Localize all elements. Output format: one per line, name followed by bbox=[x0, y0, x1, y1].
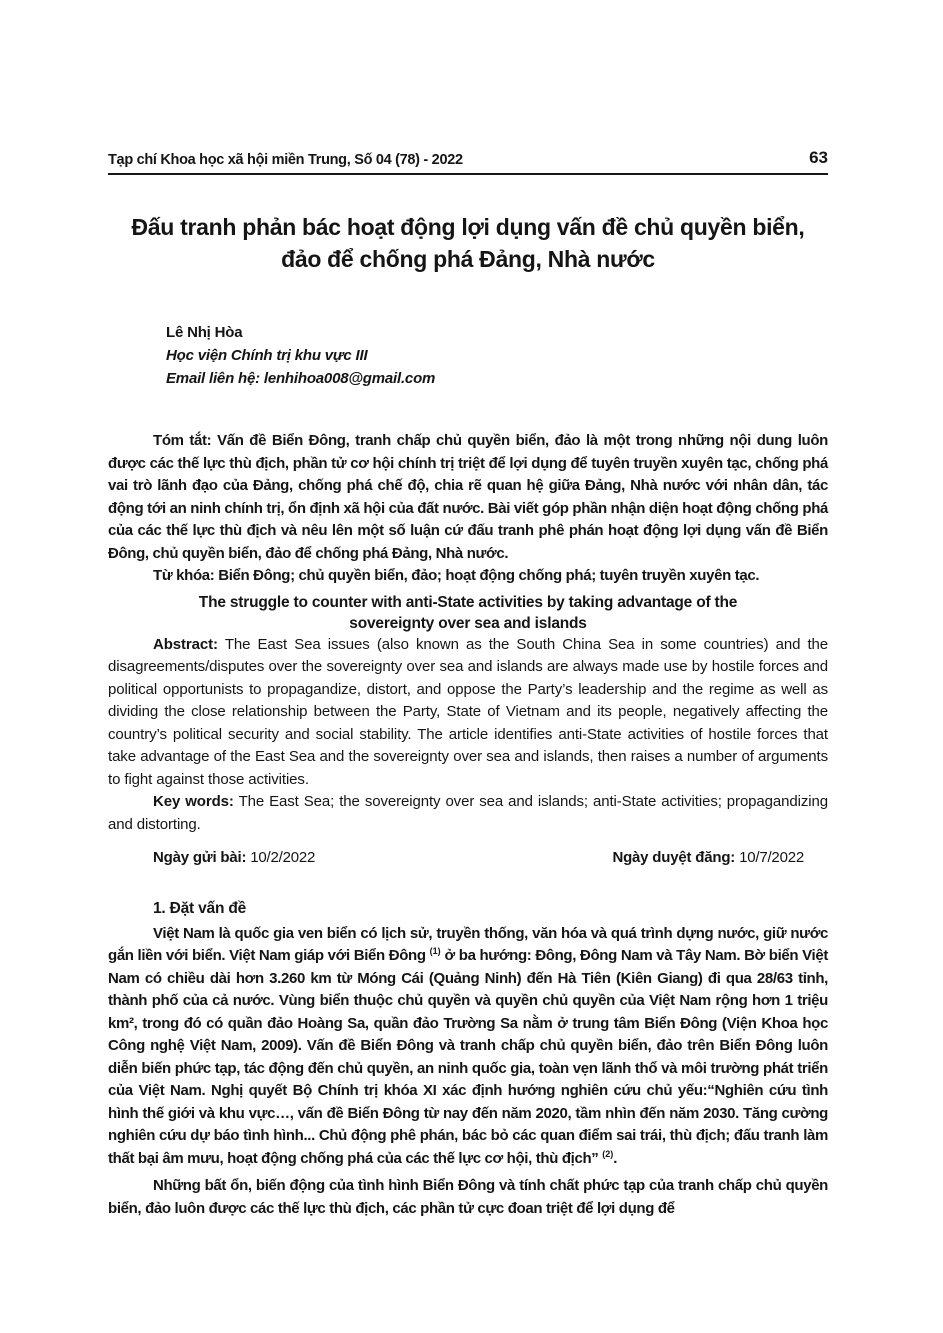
footnote-ref-1: (1) bbox=[429, 946, 441, 957]
article-title-vi: Đấu tranh phản bác hoạt động lợi dụng vấn đề chủ quyền biển, đảo để chống phá Đảng, Nhà nước bbox=[131, 214, 805, 273]
para1-seg3: . bbox=[613, 1149, 618, 1167]
abstract-en-text: The East Sea issues (also known as the South China Sea in some countries) and the disagreements/disputes over the sovereignty over sea and islands are always made use by hostile forces and political opportunists to propagandize, distort, and oppose the Party’s leadership and the regime as well as dividing the close relationship between the Party, State of Vietnam and its people, negatively affecting the country’s political security and social stability. The article identifies anti-State activities of hostile forces that take advantage of the East Sea and the sovereignty over sea and islands, then raises a number of arguments to fight against those activities. bbox=[108, 635, 829, 788]
date-submitted-value: 10/2/2022 bbox=[250, 849, 316, 867]
journal-name: Tạp chí Khoa học xã hội miền Trung, Số 04 (78) - 2022 bbox=[108, 152, 463, 168]
page-content bbox=[108, 0, 828, 1220]
author-email: Email liên hệ: lenhihoa008@gmail.com bbox=[166, 370, 436, 388]
author-block bbox=[166, 321, 828, 390]
keywords-vi bbox=[108, 565, 828, 588]
keywords-vi-label: Từ khóa: bbox=[153, 567, 215, 585]
abstract-vi-text: Vấn đề Biển Đông, tranh chấp chủ quyền biển, đảo là một trong những nội dung luôn được các thế lực thù địch, phần tử cơ hội chính trị triệt để lợi dụng để tuyên truyền xuyên tạc, chống phá vai trò lãnh đạo của Đảng, chống phá chế độ, chia rẽ quan hệ giữa Đảng, Nhà nước với nhân dân, tác động tới an ninh chính trị, ổn định xã hội của đất nước. Bài viết góp phần nhận diện hoạt động chống phá của các thế lực thù địch và nêu lên một số luận cứ đấu tranh phê phán hoạt động lợi dụng vấn đề Biển Đông, chủ quyền biển, đảo để chống phá Đảng, Nhà nước. bbox=[108, 432, 828, 562]
section-1-paragraph-2: Những bất ổn, biến động của tình hình Biển Đông và tính chất phức tạp của tranh chấp chủ quyền biển, đảo luôn được các thế lực thù địch, các phần tử cực đoan triệt để lợi dụng để bbox=[108, 1177, 828, 1217]
running-head bbox=[108, 148, 828, 175]
keywords-en-text: The East Sea; the sovereignty over sea and islands; anti-State activities; propagandizing and distorting. bbox=[108, 793, 828, 833]
date-accepted-label: Ngày duyệt đăng: bbox=[612, 849, 736, 867]
keywords-en bbox=[108, 791, 828, 836]
author-name: Lê Nhị Hòa bbox=[166, 324, 243, 342]
abstract-vi-label: Tóm tắt: bbox=[153, 432, 212, 450]
keywords-en-label: Key words: bbox=[153, 793, 234, 811]
section-1-heading: 1. Đặt vấn đề bbox=[153, 899, 247, 917]
section-1-paragraph-1 bbox=[108, 923, 828, 1171]
date-submitted bbox=[153, 847, 315, 870]
date-accepted bbox=[612, 847, 804, 870]
article-title-en: The struggle to counter with anti-State activities by taking advantage of the sovereignty over sea and islands bbox=[198, 593, 738, 632]
dates-row bbox=[108, 847, 828, 870]
page-number: 63 bbox=[809, 148, 828, 167]
date-submitted-label: Ngày gửi bài: bbox=[153, 849, 247, 867]
author-affiliation: Học viện Chính trị khu vực III bbox=[166, 347, 368, 365]
abstract-en-label: Abstract: bbox=[153, 635, 218, 653]
abstract-en bbox=[108, 634, 828, 792]
footnote-ref-2: (2) bbox=[602, 1148, 614, 1159]
para1-seg1: Việt Nam là quốc gia ven biển có lịch sử, truyền thống, văn hóa và quá trình dựng nước, giữ nước gắn liền với biển. Việt Nam giáp với Biển Đông bbox=[108, 924, 828, 965]
para1-seg2: ở ba hướng: Đông, Đông Nam và Tây Nam. Bờ biển Việt Nam có chiều dài hơn 3.260 km từ Móng Cái (Quảng Ninh) đến Hà Tiên (Kiên Giang) đi qua 28/63 tỉnh, thành phố của cả nước. Vùng biển thuộc chủ quyền và quyền chủ quyền của Việt Nam rộng hơn 1 triệu km², trong đó có quần đảo Hoàng Sa, quần đảo Trường Sa nằm ở trung tâm Biển Đông (Viện Khoa học Công nghệ Việt Nam, 2009). Vấn đề Biển Đông và tranh chấp chủ quyền biển, đảo trên Biển Đông luôn diễn biến phức tạp, tác động đến chủ quyền, an ninh quốc gia, toàn vẹn lãnh thổ và môi trường phát triển của Việt Nam. Nghị quyết Bộ Chính trị khóa XI xác định hướng nghiên cứu chủ yếu:“Nghiên cứu tình hình thế giới và khu vực…, vấn đề Biển Đông từ nay đến năm 2020, tầm nhìn đến năm 2030. Tăng cường nghiên cứu dự báo tình hình... Chủ động phê phán, bác bỏ các quan điểm sai trái, thù địch; đấu tranh làm thất bại âm mưu, hoạt động chống phá của các thế lực cơ hội, thù địch” bbox=[108, 947, 828, 1167]
date-accepted-value: 10/7/2022 bbox=[739, 849, 804, 867]
abstract-vi bbox=[108, 430, 828, 565]
keywords-vi-text: Biển Đông; chủ quyền biển, đảo; hoạt động chống phá; tuyên truyền xuyên tạc. bbox=[218, 567, 760, 585]
